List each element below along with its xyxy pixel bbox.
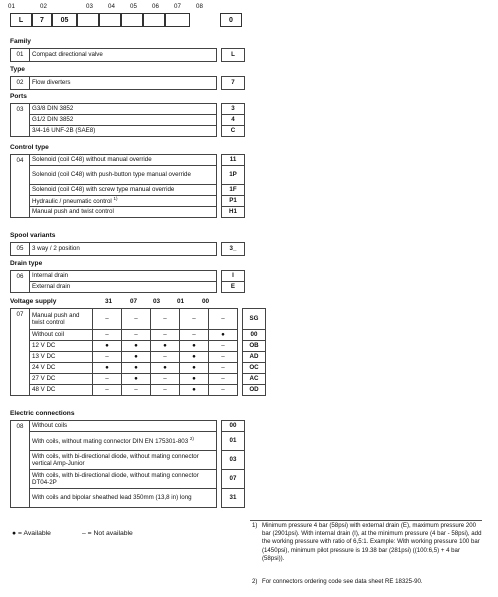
row-code: AD (243, 352, 266, 363)
row-code: H1 (222, 207, 245, 218)
row-description: 3/4-16 UNF-2B (SAE8) (30, 126, 217, 137)
table-row (11, 282, 245, 293)
footnote-text: For connectors ordering code see data sheet RE 18325-90. (262, 578, 423, 585)
row-description: Manual push and twist control (30, 207, 217, 218)
row-code: 01 (222, 432, 245, 451)
row-code: AC (243, 374, 266, 385)
table-row (11, 49, 245, 62)
row-number: 05 (11, 243, 30, 256)
available-dot-icon: ● (122, 363, 151, 374)
row-description: Solenoid (coil C48) with push-button type manual override (30, 166, 217, 185)
row-number: 07 (11, 309, 30, 396)
available-dot-icon: ● (151, 363, 180, 374)
table-row (11, 309, 266, 330)
table-row (11, 155, 245, 166)
table-row (11, 385, 266, 396)
row-code: P1 (222, 196, 245, 207)
footnote-mark: 1) (113, 196, 118, 202)
table-row (11, 330, 266, 341)
row-code: 3 (222, 104, 245, 115)
not-available-dash: – (151, 385, 180, 396)
available-dot-icon: ● (180, 374, 209, 385)
position-number: 03 (86, 3, 93, 10)
row-description: 12 V DC (30, 341, 93, 352)
row-code: 7 (222, 77, 245, 90)
control-table (10, 154, 245, 218)
not-available-dash: – (93, 352, 122, 363)
available-dot-icon: ● (122, 374, 151, 385)
not-available-dash: – (151, 374, 180, 385)
not-available-dash: – (180, 309, 209, 330)
row-description: Internal drain (30, 271, 217, 282)
section-title: Drain type (10, 260, 43, 267)
not-available-dash: – (151, 330, 180, 341)
row-description: 3 way / 2 position (30, 243, 217, 256)
section-title: Family (10, 38, 31, 45)
voltage-column-header: 03 (153, 298, 161, 305)
position-number: 05 (130, 3, 137, 10)
available-dot-icon: ● (180, 352, 209, 363)
type-table (10, 76, 245, 90)
legend-available: ● = Available (12, 530, 51, 537)
table-row (11, 196, 245, 207)
section-title: Ports (10, 93, 27, 100)
available-dot-icon: ● (209, 330, 238, 341)
row-code: 03 (222, 451, 245, 470)
row-number: 03 (11, 104, 30, 137)
available-dot-icon: ● (151, 341, 180, 352)
code-box: 0 (220, 13, 242, 27)
row-description: Without coil (30, 330, 93, 341)
row-code: 00 (243, 330, 266, 341)
position-number: 02 (40, 3, 47, 10)
table-row (11, 432, 245, 451)
available-dot-icon: ● (93, 363, 122, 374)
row-code: 1P (222, 166, 245, 185)
table-row (11, 352, 266, 363)
row-description: Flow diverters (30, 77, 217, 90)
row-number: 04 (11, 155, 30, 218)
row-description: With coils, with bi-directional diode, without mating connector DT04-2P (30, 470, 217, 489)
row-description: 13 V DC (30, 352, 93, 363)
row-description: External drain (30, 282, 217, 293)
row-number: 08 (11, 421, 30, 508)
row-description: Compact directional valve (30, 49, 217, 62)
row-description: Without coils (30, 421, 217, 432)
row-description: Solenoid (coil C48) without manual override (30, 155, 217, 166)
table-row (11, 341, 266, 352)
code-box (99, 13, 121, 27)
table-row (11, 243, 245, 256)
not-available-dash: – (93, 330, 122, 341)
not-available-dash: – (151, 309, 180, 330)
row-code: SG (243, 309, 266, 330)
voltage-table (10, 308, 266, 396)
code-box: 05 (52, 13, 77, 27)
voltage-column-header: 07 (130, 298, 138, 305)
row-description: 48 V DC (30, 385, 93, 396)
position-number: 04 (108, 3, 115, 10)
not-available-dash: – (209, 352, 238, 363)
available-dot-icon: ● (122, 352, 151, 363)
footnote-mark: 2) (252, 578, 258, 585)
row-code: 4 (222, 115, 245, 126)
table-row (11, 77, 245, 90)
table-row (11, 185, 245, 196)
not-available-dash: – (122, 309, 151, 330)
table-row (11, 207, 245, 218)
row-description: 24 V DC (30, 363, 93, 374)
table-row (11, 489, 245, 508)
code-box: L (10, 13, 32, 27)
voltage-column-header: 31 (105, 298, 113, 305)
row-description: With coils, without mating connector DIN EN 175301-803 $^{2)}$ (30, 432, 217, 451)
position-number: 08 (196, 3, 203, 10)
row-description: With coils and bipolar sheathed lead 350mm (13,8 in) long (30, 489, 217, 508)
not-available-dash: – (209, 309, 238, 330)
table-row (11, 271, 245, 282)
not-available-dash: – (151, 352, 180, 363)
footnote-rule (250, 520, 482, 521)
row-description: With coils, with bi-directional diode, without mating connector vertical Amp-Junior (30, 451, 217, 470)
not-available-dash: – (209, 374, 238, 385)
row-code: I (222, 271, 245, 282)
row-code: C (222, 126, 245, 137)
section-title: Control type (10, 144, 49, 151)
not-available-dash: – (209, 363, 238, 374)
code-box (165, 13, 190, 27)
section-title: Type (10, 66, 25, 73)
code-box (143, 13, 165, 27)
row-code: 00 (222, 421, 245, 432)
code-box (121, 13, 143, 27)
not-available-dash: – (93, 374, 122, 385)
not-available-dash: – (122, 330, 151, 341)
row-code: OB (243, 341, 266, 352)
row-number: 06 (11, 271, 30, 293)
row-number: 01 (11, 49, 30, 62)
footnote-text: Minimum pressure 4 bar (58psi) with external drain (E), maximum pressure 200 bar (2901psi). With internal drain (I), at the minimum pressure (4 bar - 58psi), add the working pressure with ratio of 6,5:1. Example: With working pressure 100 bar (1450psi), minimum pilot pressure is 19.38 bar (281psi) ((100:6,5) + 4 bar (58psi)). (262, 522, 482, 562)
table-row (11, 126, 245, 137)
row-description: Solenoid (coil C48) with screw type manual override (30, 185, 217, 196)
row-code: 07 (222, 470, 245, 489)
row-code: 31 (222, 489, 245, 508)
position-number: 01 (8, 3, 15, 10)
row-code: E (222, 282, 245, 293)
position-number: 07 (174, 3, 181, 10)
not-available-dash: – (93, 309, 122, 330)
not-available-dash: – (180, 330, 209, 341)
not-available-dash: – (93, 385, 122, 396)
table-row (11, 115, 245, 126)
spool-table (10, 242, 245, 256)
row-code: OD (243, 385, 266, 396)
voltage-column-header: 01 (177, 298, 185, 305)
row-code: 1F (222, 185, 245, 196)
code-box: 7 (32, 13, 52, 27)
table-row (11, 374, 266, 385)
voltage-column-header: 00 (202, 298, 210, 305)
not-available-dash: – (209, 341, 238, 352)
row-description: G1/2 DIN 3852 (30, 115, 217, 126)
ports-table (10, 103, 245, 137)
row-description: Hydraulic / pneumatic control $^{1)}$ (30, 196, 217, 207)
row-description: Manual push and twist control (30, 309, 93, 330)
row-code: L (222, 49, 245, 62)
footnote-mark: 2) (189, 436, 194, 442)
table-row (11, 363, 266, 374)
code-box (190, 13, 220, 27)
row-description: G3/8 DIN 3852 (30, 104, 217, 115)
drain-table (10, 270, 245, 293)
section-title: Spool variants (10, 232, 56, 239)
row-number: 02 (11, 77, 30, 90)
available-dot-icon: ● (180, 341, 209, 352)
row-description: 27 V DC (30, 374, 93, 385)
available-dot-icon: ● (93, 341, 122, 352)
row-code: 3_ (222, 243, 245, 256)
table-row (11, 470, 245, 489)
not-available-dash: – (209, 385, 238, 396)
electric-table (10, 420, 245, 508)
not-available-dash: – (122, 385, 151, 396)
section-title: Electric connections (10, 410, 75, 417)
table-row (11, 104, 245, 115)
table-row (11, 421, 245, 432)
section-title: Voltage supply (10, 298, 57, 305)
table-row (11, 451, 245, 470)
code-box (77, 13, 99, 27)
family-table (10, 48, 245, 62)
footnote-mark: 1) (252, 522, 258, 529)
position-number: 06 (152, 3, 159, 10)
available-dot-icon: ● (122, 341, 151, 352)
legend-not-available: – = Not available (82, 530, 133, 537)
row-code: OC (243, 363, 266, 374)
table-row (11, 166, 245, 185)
row-code: 11 (222, 155, 245, 166)
available-dot-icon: ● (180, 385, 209, 396)
available-dot-icon: ● (180, 363, 209, 374)
